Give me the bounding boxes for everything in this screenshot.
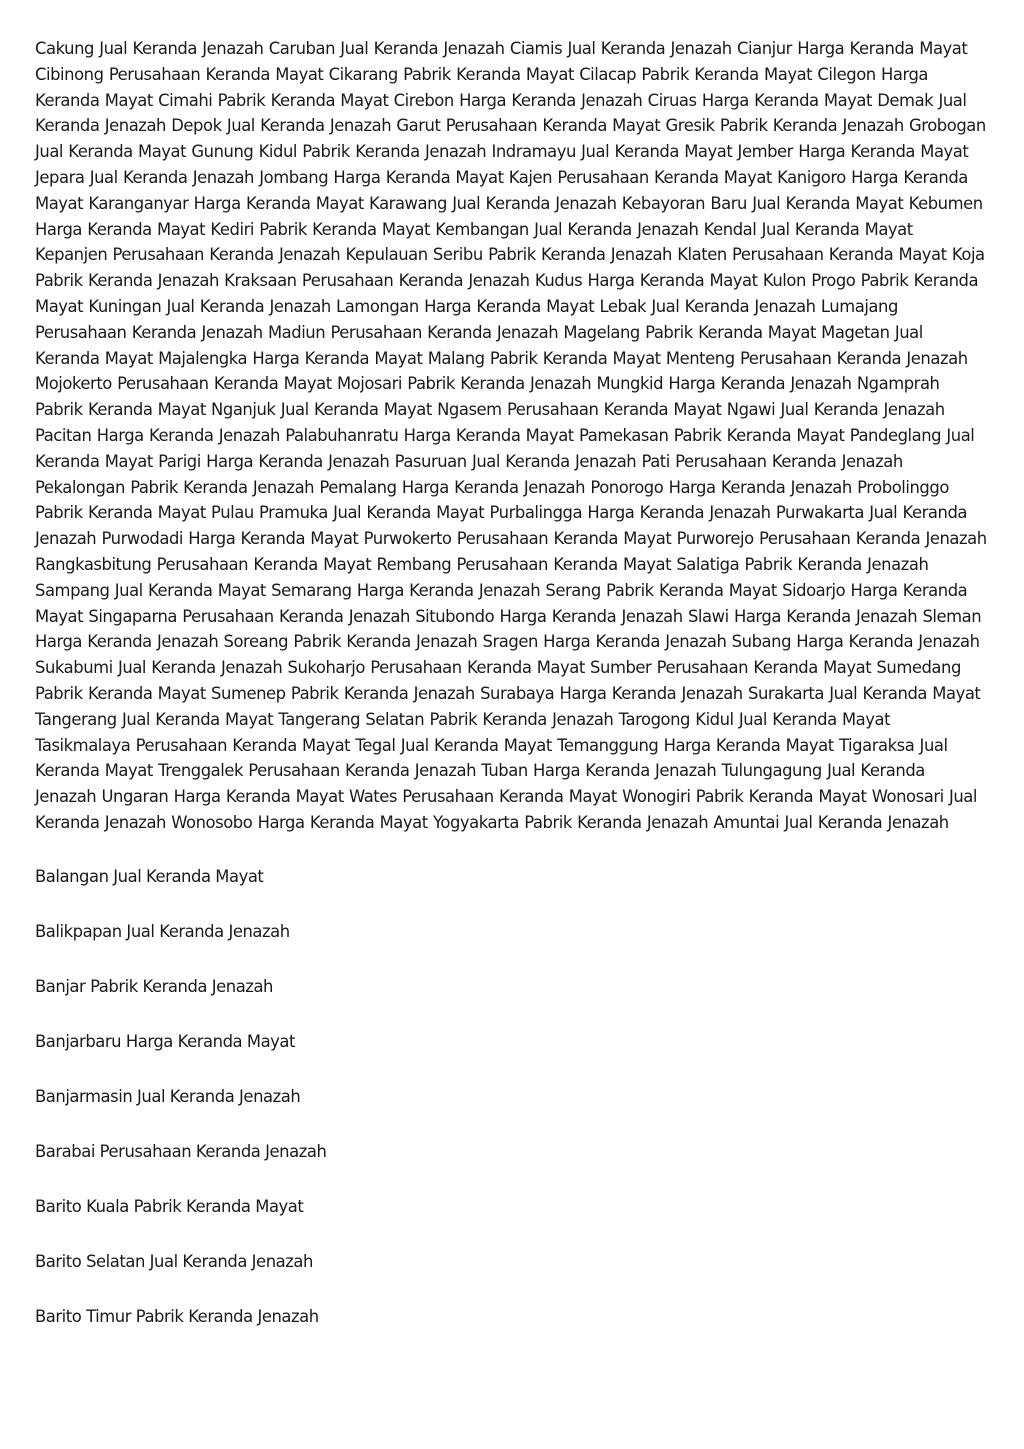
list-item: Banjarmasin Jual Keranda Jenazah: [35, 1086, 301, 1106]
list-item: Banjarbaru Harga Keranda Mayat: [35, 1031, 295, 1051]
list-item: Barito Timur Pabrik Keranda Jenazah: [35, 1306, 319, 1326]
list-item: Barito Kuala Pabrik Keranda Mayat: [35, 1196, 304, 1216]
list-item: Balikpapan Jual Keranda Jenazah: [35, 921, 290, 941]
list-item: Banjar Pabrik Keranda Jenazah: [35, 976, 273, 996]
location-list: [35, 864, 990, 1330]
list-item: Barabai Perusahaan Keranda Jenazah: [35, 1141, 327, 1161]
list-item: Barito Selatan Jual Keranda Jenazah: [35, 1251, 313, 1271]
document-page: [35, 36, 990, 1359]
body-paragraph: Cakung Jual Keranda Jenazah Caruban Jual Keranda Jenazah Ciamis Jual Keranda Jenazah Cianjur Harga Keranda Mayat Cibinong Perusahaan Keranda Mayat Cikarang Pabrik Keranda Mayat Cilacap Pabrik Keranda Mayat Cilegon Harga Keranda Mayat Cimahi Pabrik Keranda Mayat Cirebon Harga Keranda Jenazah Ciruas Harga Keranda Mayat Demak Jual Keranda Jenazah Depok Jual Keranda Jenazah Garut Perusahaan Keranda Mayat Gresik Pabrik Keranda Jenazah Grobogan Jual Keranda Mayat Gunung Kidul Pabrik Keranda Jenazah Indramayu Jual Keranda Mayat Jember Harga Keranda Mayat Jepara Jual Keranda Jenazah Jombang Harga Keranda Mayat Kajen Perusahaan Keranda Mayat Kanigoro Harga Keranda Mayat Karanganyar Harga Keranda Mayat Karawang Jual Keranda Jenazah Kebayoran Baru Jual Keranda Mayat Kebumen Harga Keranda Mayat Kediri Pabrik Keranda Mayat Kembangan Jual Keranda Jenazah Kendal Jual Keranda Mayat Kepanjen Perusahaan Keranda Jenazah Kepulauan Seribu Pabrik Keranda Jenazah Klaten Perusahaan Keranda Mayat Koja Pabrik Keranda Jenazah Kraksaan Perusahaan Keranda Jenazah Kudus Harga Keranda Mayat Kulon Progo Pabrik Keranda Mayat Kuningan Jual Keranda Jenazah Lamongan Harga Keranda Mayat Lebak Jual Keranda Jenazah Lumajang Perusahaan Keranda Jenazah Madiun Perusahaan Keranda Jenazah Magelang Pabrik Keranda Mayat Magetan Jual Keranda Mayat Majalengka Harga Keranda Mayat Malang Pabrik Keranda Mayat Menteng Perusahaan Keranda Jenazah Mojokerto Perusahaan Keranda Mayat Mojosari Pabrik Keranda Jenazah Mungkid Harga Keranda Jenazah Ngamprah Pabrik Keranda Mayat Nganjuk Jual Keranda Mayat Ngasem Perusahaan Keranda Mayat Ngawi Jual Keranda Jenazah Pacitan Harga Keranda Jenazah Palabuhanratu Harga Keranda Mayat Pamekasan Pabrik Keranda Mayat Pandeglang Jual Keranda Mayat Parigi Harga Keranda Jenazah Pasuruan Jual Keranda Jenazah Pati Perusahaan Keranda Jenazah Pekalongan Pabrik Keranda Jenazah Pemalang Harga Keranda Jenazah Ponorogo Harga Keranda Jenazah Probolinggo Pabrik Keranda Mayat Pulau Pramuka Jual Keranda Mayat Purbalingga Harga Keranda Jenazah Purwakarta Jual Keranda Jenazah Purwodadi Harga Keranda Mayat Purwokerto Perusahaan Keranda Mayat Purworejo Perusahaan Keranda Jenazah Rangkasbitung Perusahaan Keranda Mayat Rembang Perusahaan Keranda Mayat Salatiga Pabrik Keranda Jenazah Sampang Jual Keranda Mayat Semarang Harga Keranda Jenazah Serang Pabrik Keranda Mayat Sidoarjo Harga Keranda Mayat Singaparna Perusahaan Keranda Jenazah Situbondo Harga Keranda Jenazah Slawi Harga Keranda Jenazah Sleman Harga Keranda Jenazah Soreang Pabrik Keranda Jenazah Sragen Harga Keranda Jenazah Subang Harga Keranda Jenazah Sukabumi Jual Keranda Jenazah Sukoharjo Perusahaan Keranda Mayat Sumber Perusahaan Keranda Mayat Sumedang Pabrik Keranda Mayat Sumenep Pabrik Keranda Jenazah Surabaya Harga Keranda Jenazah Surakarta Jual Keranda Mayat Tangerang Jual Keranda Mayat Tangerang Selatan Pabrik Keranda Jenazah Tarogong Kidul Jual Keranda Mayat Tasikmalaya Perusahaan Keranda Mayat Tegal Jual Keranda Mayat Temanggung Harga Keranda Mayat Tigaraksa Jual Keranda Mayat Trenggalek Perusahaan Keranda Jenazah Tuban Harga Keranda Jenazah Tulungagung Jual Keranda Jenazah Ungaran Harga Keranda Mayat Wates Perusahaan Keranda Mayat Wonogiri Pabrik Keranda Mayat Wonosari Jual Keranda Jenazah Wonosobo Harga Keranda Mayat Yogyakarta Pabrik Keranda Jenazah Amuntai Jual Keranda Jenazah: [35, 39, 987, 832]
list-item: Balangan Jual Keranda Mayat: [35, 866, 264, 886]
